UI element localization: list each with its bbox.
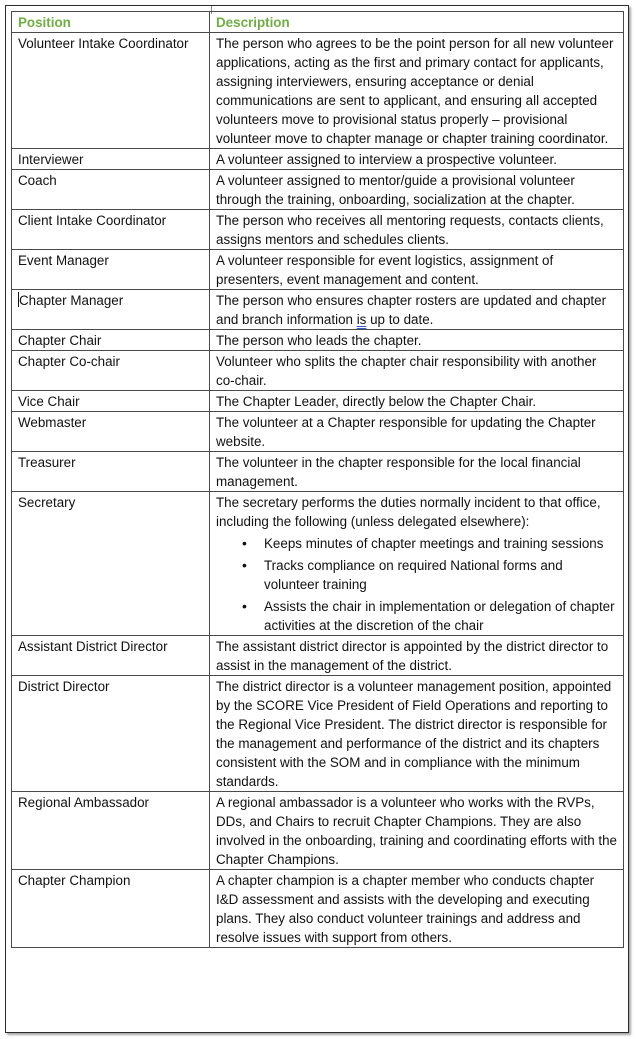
table-row: [12, 636, 624, 676]
description-cell[interactable]: The district director is a volunteer management position, appointed by the SCORE Vice President of Field Operations and reporting to the Regional Vice President. The district director is responsible for the management and performance of the district and its chapters consistent with the SOM and in compliance with the minimum standards.: [210, 676, 624, 792]
description-cell[interactable]: A regional ambassador is a volunteer who works with the RVPs, DDs, and Chairs to recruit Chapter Champions. They are also involved in the onboarding, training and coordinating efforts with the Chapter Champions.: [210, 792, 624, 870]
description-cell[interactable]: [210, 492, 624, 636]
position-cell[interactable]: Chapter Champion: [12, 870, 210, 948]
table-row: [12, 210, 624, 250]
position-cell[interactable]: Secretary: [12, 492, 210, 636]
position-cell[interactable]: Treasurer: [12, 452, 210, 492]
description-cell[interactable]: A volunteer assigned to interview a prospective volunteer.: [210, 149, 624, 170]
position-text: Chapter Manager: [19, 293, 124, 308]
description-text: The secretary performs the duties normally incident to that office, including the following (unless delegated elsewhere):: [216, 495, 601, 529]
position-cell[interactable]: Interviewer: [12, 149, 210, 170]
table-row: [12, 870, 624, 948]
description-cell[interactable]: The person who agrees to be the point person for all new volunteer applications, acting as the first and primary contact for applicants, assigning interviewers, ensuring acceptance or denial communications are sent to applicant, and ensuring all accepted volunteers move to provisional status properly – provisional volunteer move to chapter manage or chapter training coordinator.: [210, 33, 624, 149]
position-cell[interactable]: Regional Ambassador: [12, 792, 210, 870]
header-position: Position: [12, 12, 210, 33]
position-cell[interactable]: District Director: [12, 676, 210, 792]
table-row: [12, 412, 624, 452]
bullet-item: • Assists the chair in implementation or delegation of chapter activities at the discretion of the chair: [264, 597, 618, 635]
description-cell[interactable]: The person who receives all mentoring requests, contacts clients, assigns mentors and schedules clients.: [210, 210, 624, 250]
table-row: [12, 33, 624, 149]
description-cell[interactable]: The assistant district director is appointed by the district director to assist in the management of the district.: [210, 636, 624, 676]
table-row: [12, 170, 624, 210]
description-cell[interactable]: A volunteer responsible for event logistics, assignment of presenters, event management and content.: [210, 250, 624, 290]
table-header-row: [12, 12, 624, 33]
description-text: The person who ensures chapter rosters are updated and chapter and branch information: [216, 293, 607, 327]
description-cell[interactable]: A chapter champion is a chapter member who conducts chapter I&D assessment and assists with the developing and executing plans. They also conduct volunteer trainings and address and resolve issues with support from others.: [210, 870, 624, 948]
description-cell[interactable]: The person who leads the chapter.: [210, 330, 624, 351]
table-row: [12, 676, 624, 792]
position-cell[interactable]: Chapter Chair: [12, 330, 210, 351]
position-cell[interactable]: Event Manager: [12, 250, 210, 290]
grammar-flagged-word[interactable]: is: [356, 312, 367, 327]
table-row: [12, 250, 624, 290]
description-cell[interactable]: Volunteer who splits the chapter chair responsibility with another co-chair.: [210, 351, 624, 391]
description-cell[interactable]: A volunteer assigned to mentor/guide a provisional volunteer through the training, onboarding, socialization at the chapter.: [210, 170, 624, 210]
table-row: [12, 492, 624, 636]
description-cell[interactable]: The Chapter Leader, directly below the Chapter Chair.: [210, 391, 624, 412]
table-row: [12, 330, 624, 351]
bullet-item: • Tracks compliance on required National forms and volunteer training: [264, 556, 618, 594]
position-cell[interactable]: Webmaster: [12, 412, 210, 452]
table-row: [12, 792, 624, 870]
table-row: [12, 452, 624, 492]
table-row: [12, 149, 624, 170]
description-cell[interactable]: The volunteer at a Chapter responsible for updating the Chapter website.: [210, 412, 624, 452]
table-row: [12, 290, 624, 330]
position-cell[interactable]: [12, 290, 210, 330]
bullet-item: • Keeps minutes of chapter meetings and training sessions: [264, 534, 618, 553]
position-cell[interactable]: Client Intake Coordinator: [12, 210, 210, 250]
position-cell[interactable]: Assistant District Director: [12, 636, 210, 676]
position-cell[interactable]: Volunteer Intake Coordinator: [12, 33, 210, 149]
table-row: [12, 351, 624, 391]
positions-table: [11, 11, 624, 948]
description-cell[interactable]: The volunteer in the chapter responsible for the local financial management.: [210, 452, 624, 492]
description-cell[interactable]: [210, 290, 624, 330]
position-cell[interactable]: Coach: [12, 170, 210, 210]
description-text: up to date.: [366, 312, 434, 327]
document-page: [5, 5, 629, 1033]
bullet-list: [216, 534, 618, 635]
position-cell[interactable]: Vice Chair: [12, 391, 210, 412]
table-row: [12, 391, 624, 412]
header-description: Description: [210, 12, 624, 33]
position-cell[interactable]: Chapter Co-chair: [12, 351, 210, 391]
